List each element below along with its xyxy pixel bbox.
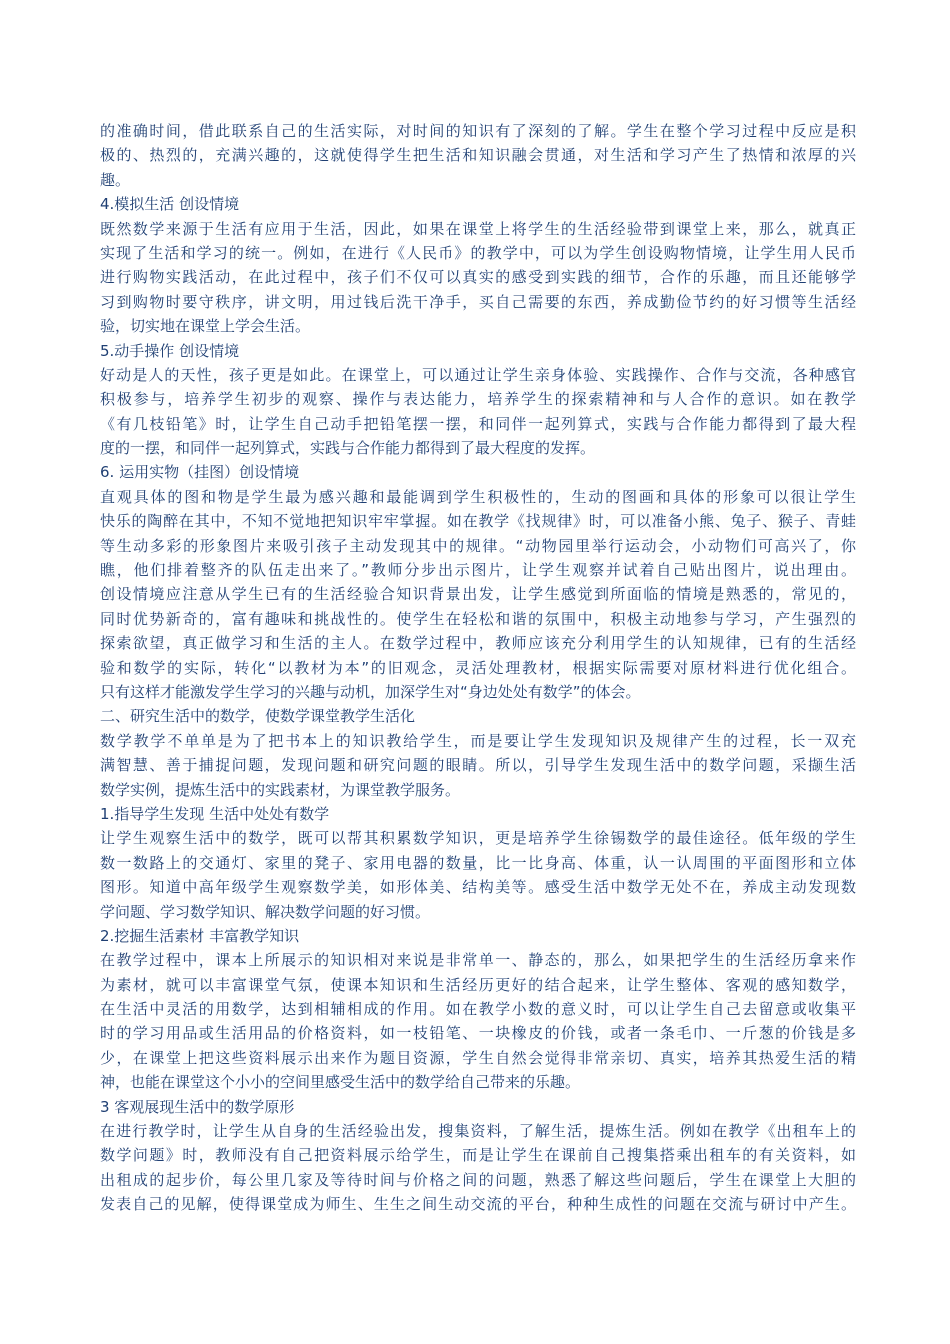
text-line: 实现了生活和学习的统一。例如，在进行《人民币》的教学中，可以为学生创设购物情境，让学生用人民币	[100, 243, 856, 262]
text-line: 3 客观展现生活中的数学原形	[100, 1097, 295, 1116]
text-line: 少，在课堂上把这些资料展示出来作为题目资源，学生自然会觉得非常亲切、真实，培养其热爱生活的精	[100, 1048, 856, 1067]
text-line: 数一数路上的交通灯、家里的凳子、家用电器的数量，比一比身高、体重，认一认周围的平面图形和立体	[100, 853, 856, 872]
text-line: 积极参与，培养学生初步的观察、操作与表达能力，培养学生的探索精神和与人合作的意识。如在教学	[100, 390, 856, 409]
text-line: 发表自己的见解，使得课堂成为师生、生生之间生动交流的平台，种种生成性的问题在交流与研讨中产生。	[100, 1195, 856, 1214]
text-line: 2.挖掘生活素材 丰富教学知识	[100, 926, 300, 945]
text-line: 二、研究生活中的数学，使数学课堂教学生活化	[100, 707, 416, 726]
text-line: 同时优势新奇的，富有趣味和挑战性的。使学生在轻松和谐的氛围中，积极主动地参与学习，产生强烈的	[100, 609, 856, 628]
text-line: 出租成的起步价，每公里几家及等待时间与价格之间的问题，熟悉了解这些问题后，学生在课堂上大胆的	[100, 1170, 856, 1189]
text-line: 创设情境应注意从学生已有的生活经验合知识背景出发，让学生感觉到所面临的情境是熟悉的，常见的，	[100, 585, 856, 604]
text-line: 在教学过程中，课本上所展示的知识相对来说是非常单一、静态的，那么，如果把学生的生活经历拿来作	[100, 951, 856, 970]
text-line: 图形。知道中高年级学生观察数学美，如形体美、结构美等。感受生活中数学无处不在，养成主动发现数	[100, 878, 856, 897]
text-line: 既然数学来源于生活有应用于生活，因此，如果在课堂上将学生的生活经验带到课堂上来，那么，就真正	[100, 219, 856, 238]
text-line: 学问题、学习数学知识、解决数学问题的好习惯。	[100, 902, 431, 921]
text-line: 快乐的陶醉在其中，不知不觉地把知识牢牢掌握。如在教学《找规律》时，可以准备小熊、兔子、猴子、青蛙	[100, 512, 856, 531]
text-line: 只有这样才能激发学生学习的兴趣与动机，加深学生对“身边处处有数学”的体会。	[100, 682, 641, 701]
text-line: 在进行教学时，让学生从自身的生活经验出发，搜集资料，了解生活，提炼生活。例如在教学《出租车上的	[100, 1122, 856, 1141]
text-line: 满智慧、善于捕捉问题，发现问题和研究问题的眼睛。所以，引导学生发现生活中的数学问题，采撷生活	[100, 756, 856, 775]
text-line: 神，也能在课堂这个小小的空间里感受生活中的数学给自己带来的乐趣。	[100, 1073, 581, 1092]
text-line: 数学实例，提炼生活中的实践素材，为课堂教学服务。	[100, 780, 461, 799]
text-line: 验和数学的实际，转化“以教材为本”的旧观念，灵活处理教材，根据实际需要对原材料进行优化组合。	[100, 658, 856, 677]
text-line: 5.动手操作 创设情境	[100, 341, 240, 360]
text-line: 1.指导学生发现 生活中处处有数学	[100, 804, 330, 823]
text-line: 等生动多彩的形象图片来吸引孩子主动发现其中的规律。“动物园里举行运动会，小动物们可高兴了，你	[100, 536, 856, 555]
text-line: 让学生观察生活中的数学，既可以帮其积累数学知识，更是培养学生徐锡数学的最佳途径。低年级的学生	[100, 829, 856, 848]
text-line: 《有几枝铅笔》时，让学生自己动手把铅笔摆一摆，和同伴一起列算式，实践与合作能力都得到了最大程	[100, 414, 856, 433]
text-line: 为素材，就可以丰富课堂气氛，使课本知识和生活经历更好的结合起来，让学生整体、客观的感知数学，	[100, 975, 856, 994]
text-line: 在生活中灵活的用数学，达到相辅相成的作用。如在教学小数的意义时，可以让学生自己去留意或收集平	[100, 1000, 856, 1019]
text-line: 时的学习用品或生活用品的价格资料，如一枝铅笔、一块橡皮的价钱，或者一条毛巾、一斤葱的价钱是多	[100, 1024, 856, 1043]
text-line: 的准确时间，借此联系自己的生活实际，对时间的知识有了深刻的了解。学生在整个学习过程中反应是积	[100, 122, 856, 140]
text-line: 度的一摆，和同伴一起列算式，实践与合作能力都得到了最大程度的发挥。	[100, 439, 596, 458]
text-line: 6. 运用实物（挂图）创设情境	[100, 463, 300, 482]
text-line: 极的、热烈的，充满兴趣的，这就使得学生把生活和知识融会贯通，对生活和学习产生了热情和浓厚的兴	[100, 146, 856, 165]
text-line: 验，切实地在课堂上学会生活。	[100, 317, 311, 336]
text-line: 数学教学不单单是为了把书本上的知识教给学生，而是要让学生发现知识及规律产生的过程，长一双充	[100, 731, 856, 750]
text-line: 瞧，他们排着整齐的队伍走出来了。”教师分步出示图片，让学生观察并试着自己贴出图片，说出理由。	[100, 561, 856, 580]
text-line: 直观具体的图和物是学生最为感兴趣和最能调到学生积极性的，生动的图画和具体的形象可以很让学生	[100, 487, 856, 506]
text-line: 数学问题》时，教师没有自己把资料展示给学生，而是让学生在课前自己搜集搭乘出租车的有关资料，如	[100, 1146, 856, 1165]
text-line: 进行购物实践活动，在此过程中，孩子们不仅可以真实的感受到实践的细节，合作的乐趣，而且还能够学	[100, 268, 856, 287]
text-line: 4.模拟生活 创设情境	[100, 195, 240, 214]
text-line: 探索欲望，真正做学习和生活的主人。在数学过程中，教师应该充分利用学生的认知规律，已有的生活经	[100, 634, 856, 653]
text-line: 好动是人的天性，孩子更是如此。在课堂上，可以通过让学生亲身体验、实践操作、合作与交流，各种感官	[100, 365, 856, 384]
text-line: 趣。	[100, 170, 131, 189]
text-line: 习到购物时要守秩序，讲文明，用过钱后洗干净手，买自己需要的东西，养成勤俭节约的好习惯等生活经	[100, 292, 856, 311]
